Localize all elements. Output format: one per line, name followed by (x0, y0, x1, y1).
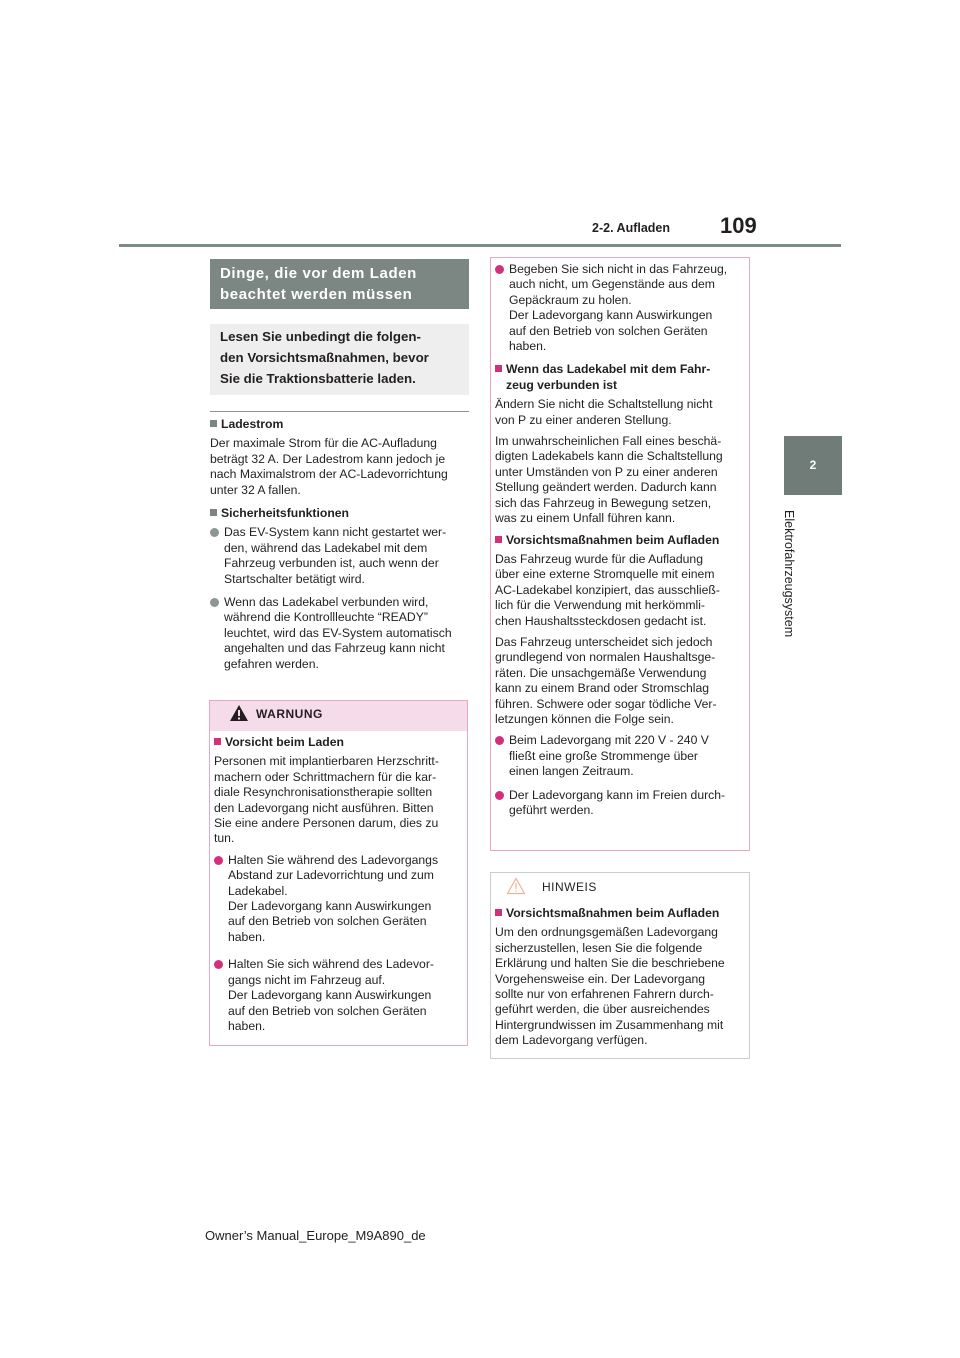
notice-title: HINWEIS (542, 880, 597, 894)
ladestrom-text: Der maximale Strom für die AC-Aufladung beträgt 32 A. Der Ladestrom kann jedoch je nach Maximalstrom der AC-Ladevorrichtung unter 32 A fallen. (210, 436, 448, 497)
warning-heading: Vorsicht beim Laden (214, 735, 464, 750)
cable-connected-heading: Wenn das Ladekabel mit dem Fahr- zeug verbunden ist (495, 362, 745, 393)
paragraph: Im unwahrscheinlichen Fall eines beschä- digten Ladekabels kann die Schaltstellung unter Umständen von P zu einer anderen Stellung geändert werden. Dadurch kann sich das Fahrzeug in Bewegung setzen, was zu einem Unfall führen kann. (495, 434, 723, 526)
dot-bullet-icon (214, 960, 223, 969)
left-column (210, 417, 468, 680)
paragraph: Das Fahrzeug wurde für die Aufladung über eine externe Stromquelle mit einem AC-Ladekabel konzipiert, das ausschließ- lich für die Verwendung mit herkömmli- chen Haushaltssteckdosen gedacht ist. (495, 551, 720, 628)
section-heading-box: Dinge, die vor dem Laden beachtet werden müssen (210, 259, 469, 309)
square-bullet-icon (495, 536, 502, 543)
warning-title: WARNUNG (256, 707, 323, 721)
square-bullet-icon (210, 420, 217, 427)
header-rule (119, 244, 841, 247)
notice-body (495, 906, 745, 1055)
list-item: Wenn das Ladekabel verbunden wird, während die Kontrollleuchte “READY” leuchtet, wird das EV-System automatisch angehalten und das Fahrzeug kann nicht gefahren werden. (210, 595, 468, 672)
warning-continued-body (495, 262, 745, 826)
ladestrom-heading: Ladestrom (210, 417, 468, 432)
square-bullet-icon (214, 738, 221, 745)
warning-body (214, 735, 464, 1042)
square-bullet-icon (495, 365, 502, 372)
charging-precautions-heading: Vorsichtsmaßnahmen beim Aufladen (495, 533, 745, 548)
paragraph: Ändern Sie nicht die Schaltstellung nicht von P zu einer anderen Stellung. (495, 397, 713, 427)
section-title: 2-2. Aufladen (592, 221, 671, 235)
list-item: Begeben Sie sich nicht in das Fahrzeug, auch nicht, um Gegenstände aus dem Gepäckraum zu holen. Der Ladevorgang kann Auswirkungen auf den Betrieb von solchen Geräten haben. (495, 262, 745, 354)
dot-bullet-icon (210, 598, 219, 607)
notice-text: Um den ordnungsgemäßen Ladevorgang sicherzustellen, lesen Sie die folgende Erklärung und halten Sie die beschriebene Vorgehensweise ein. Der Ladevorgang sollte nur von erfahrenen Fahrern durch- geführt werden, die über ausreichendes Hintergrundwissen im Zusammenhang mit dem Ladevorgang verfügen. (495, 925, 725, 1048)
footer-text: Owner’s Manual_Europe_M9A890_de (205, 1228, 426, 1243)
notice-triangle-icon (506, 877, 526, 895)
paragraph: Das Fahrzeug unterscheidet sich jedoch grundlegend von normalen Haushaltsge- räten. Die unsachgemäße Verwendung kann zu einem Brand oder Stromschlag führen. Schwere oder sogar tödliche Ver- letzungen können die Folge sein. (495, 634, 717, 726)
square-bullet-icon (495, 909, 502, 916)
warning-triangle-icon (229, 704, 249, 722)
list-item: Beim Ladevorgang mit 220 V - 240 V fließt eine große Strommenge über einen langen Zeitraum. (495, 733, 745, 779)
list-item: Das EV-System kann nicht gestartet wer- den, während das Ladekabel mit dem Fahrzeug verbunden ist, auch wenn der Startschalter betätigt wird. (210, 525, 468, 587)
warning-text: Personen mit implantierbaren Herzschritt- machern oder Schrittmachern für die kar- diale Resynchronisationstherapie sollten den Ladevorgang nicht ausführen. Bitten Sie eine andere Personen darum, dies zu tun. (214, 754, 439, 846)
square-bullet-icon (210, 509, 217, 516)
list-item: Der Ladevorgang kann im Freien durch- geführt werden. (495, 788, 745, 819)
chapter-label: Elektrofahrzeugsystem (782, 510, 796, 638)
dot-bullet-icon (495, 736, 504, 745)
dot-bullet-icon (214, 856, 223, 865)
sicherheit-heading: Sicherheitsfunktionen (210, 506, 468, 521)
dot-bullet-icon (210, 528, 219, 537)
dot-bullet-icon (495, 791, 504, 800)
page-number: 109 (720, 213, 757, 238)
lead-box: Lesen Sie unbedingt die folgen- den Vorsichtsmaßnahmen, bevor Sie die Traktionsbatterie laden. (210, 324, 469, 395)
dot-bullet-icon (495, 265, 504, 274)
list-item: Halten Sie sich während des Ladevor- gangs nicht im Fahrzeug auf. Der Ladevorgang kann Auswirkungen auf den Betrieb von solchen Geräten haben. (214, 957, 464, 1034)
notice-heading: Vorsichtsmaßnahmen beim Aufladen (495, 906, 745, 921)
divider (210, 411, 469, 412)
chapter-tab: 2 (784, 436, 842, 495)
list-item: Halten Sie während des Ladevorgangs Abstand zur Ladevorrichtung und zum Ladekabel. Der Ladevorgang kann Auswirkungen auf den Betrieb von solchen Geräten haben. (214, 853, 464, 945)
